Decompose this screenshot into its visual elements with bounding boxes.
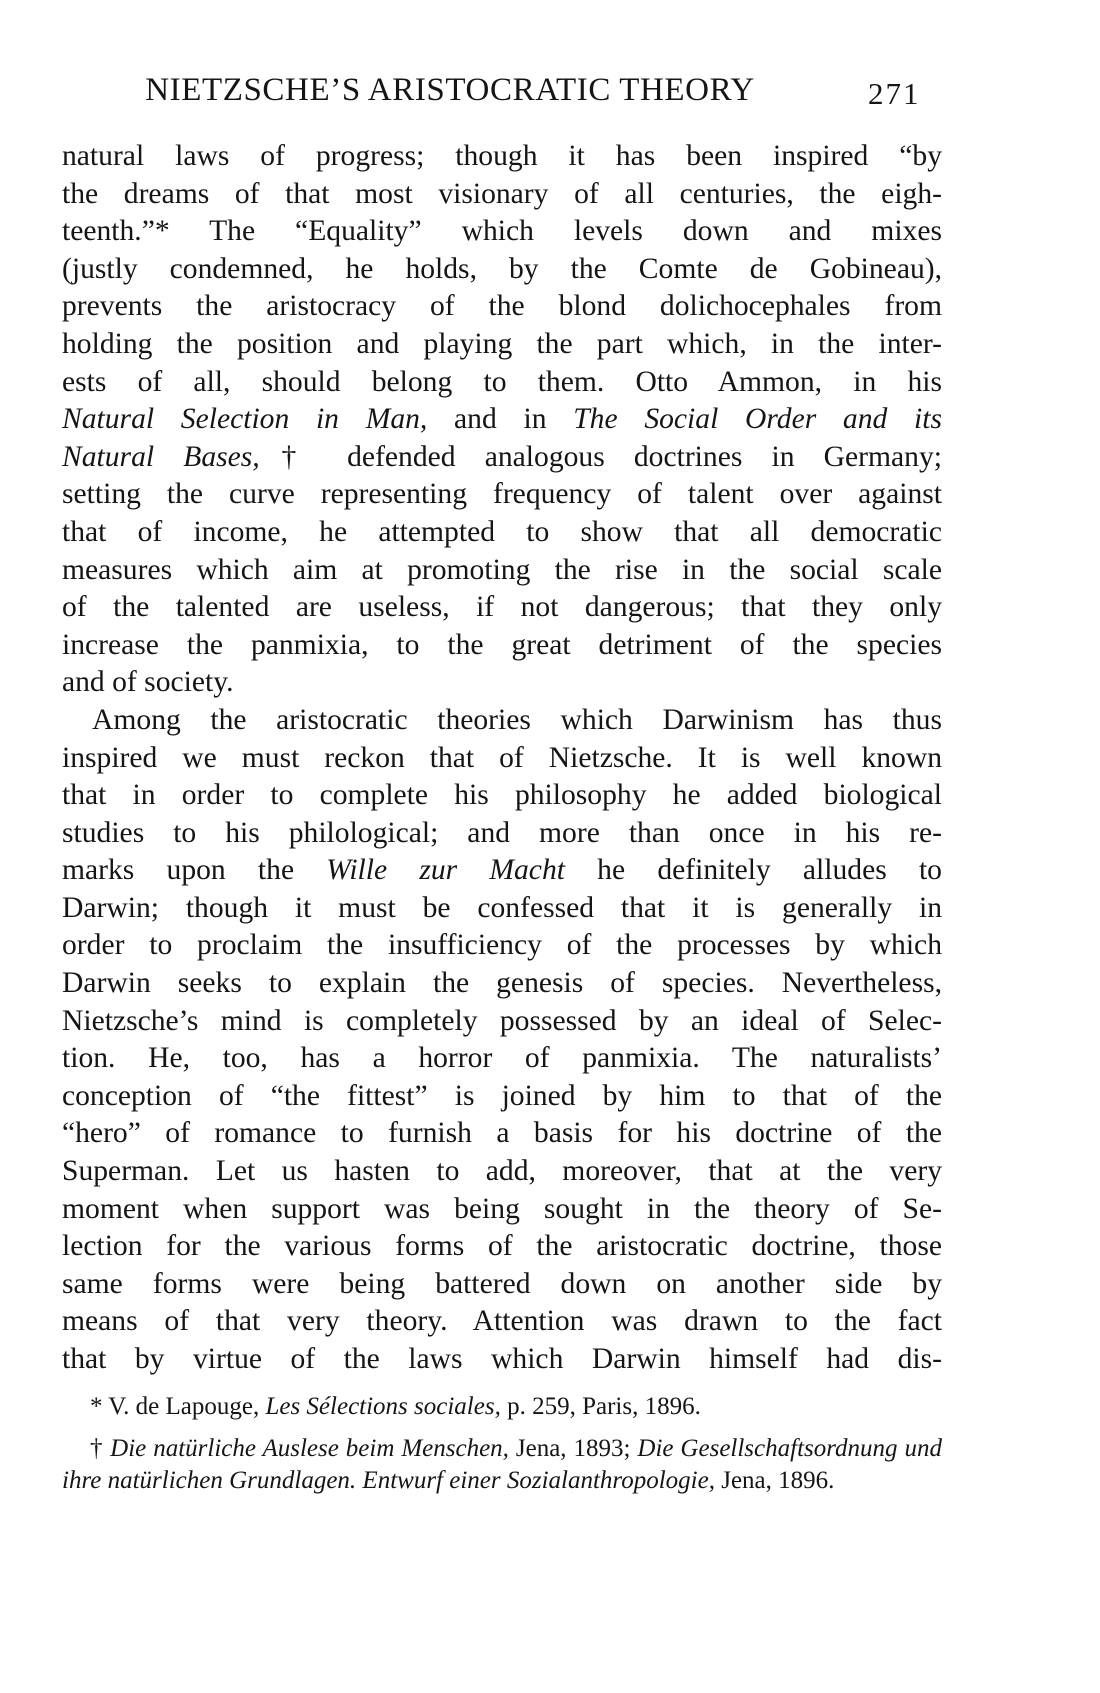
page-number: 271 bbox=[868, 76, 921, 111]
text-line: studies to his philological; and more than once in his re- bbox=[62, 816, 942, 849]
text-line: Darwin; though it must be confessed that it is generally in bbox=[62, 891, 942, 924]
text-line: that in order to complete his philosophy he added biological bbox=[62, 779, 942, 812]
footnote-2 bbox=[62, 1433, 942, 1497]
text-line: tion. He, too, has a horror of panmixia. The naturalists’ bbox=[62, 1042, 942, 1075]
text-line: natural laws of progress; though it has been inspired “by bbox=[62, 140, 942, 172]
text-line: order to proclaim the insufficiency of the processes by which bbox=[62, 929, 942, 962]
text-line: the dreams of that most visionary of all centuries, the eigh- bbox=[62, 177, 942, 210]
text-span: marks upon the bbox=[62, 854, 327, 887]
text-line bbox=[62, 439, 942, 477]
text-line: and of society. bbox=[62, 666, 234, 699]
text-line bbox=[62, 852, 942, 890]
text-line: prevents the aristocracy of the blond dolichocephales from bbox=[62, 290, 942, 323]
text-line: Darwin seeks to explain the genesis of species. Nevertheless, bbox=[62, 967, 942, 1000]
text-line: conception of “the fittest” is joined by him to that of the bbox=[62, 1079, 942, 1112]
text-span: p. 259, Paris, 1896. bbox=[500, 1393, 701, 1420]
book-title: Die natürliche Auslese beim Menschen, bbox=[110, 1435, 509, 1462]
text-line: holding the position and playing the part which, in the inter- bbox=[62, 327, 942, 360]
footnote-1 bbox=[62, 1391, 942, 1423]
text-line: setting the curve representing frequency of talent over against bbox=[62, 478, 942, 511]
running-title: NIETZSCHE’S ARISTOCRATIC THEORY bbox=[145, 72, 755, 108]
text-line: lection for the various forms of the aristocratic doctrine, those bbox=[62, 1230, 942, 1263]
paragraph-first-line: Among the aristocratic theories which Darwinism has thus bbox=[92, 703, 942, 736]
book-title: Wille zur Macht bbox=[326, 854, 565, 887]
text-line: Nietzsche’s mind is completely possessed by an ideal of Selec- bbox=[62, 1004, 942, 1037]
text-line: inspired we must reckon that of Nietzsche. It is well known bbox=[62, 741, 942, 774]
text-line: measures which aim at promoting the rise in the social scale bbox=[62, 553, 942, 586]
text-line: moment when support was being sought in the theory of Se- bbox=[62, 1192, 942, 1225]
text-line: “hero” of romance to furnish a basis for his doctrine of the bbox=[62, 1117, 942, 1150]
text-line: that of income, he attempted to show that all democratic bbox=[62, 515, 942, 548]
text-span: † defended analogous doctrines in Germany; bbox=[259, 440, 942, 473]
text-span: he definitely alludes to bbox=[564, 854, 942, 887]
page-header bbox=[0, 72, 1100, 112]
body-text bbox=[62, 138, 942, 1379]
footnotes bbox=[62, 1391, 942, 1497]
book-title: Les Sélections sociales, bbox=[265, 1393, 501, 1420]
text-span: * V. de Lapouge, bbox=[90, 1393, 266, 1420]
text-span: † bbox=[90, 1435, 111, 1462]
text-span: and in bbox=[427, 403, 574, 436]
text-line: Superman. Let us hasten to add, moreover, that at the very bbox=[62, 1155, 942, 1188]
text-line: increase the panmixia, to the great detriment of the species bbox=[62, 628, 942, 661]
book-title: Natural Bases, bbox=[62, 440, 260, 473]
book-title: Natural Selection in Man, bbox=[62, 403, 428, 436]
book-title: The Social Order and its bbox=[573, 403, 942, 436]
text-line: means of that very theory. Attention was drawn to the fact bbox=[62, 1305, 942, 1338]
book-title: Die Gesellschaftsordnung und ihre natürlichen Grundlagen. Entwurf einer Sozialanthropologie, bbox=[62, 1435, 942, 1494]
text-line: of the talented are useless, if not dangerous; that they only bbox=[62, 591, 942, 624]
text-line: same forms were being battered down on another side by bbox=[62, 1267, 942, 1300]
text-span: Jena, 1896. bbox=[714, 1467, 835, 1494]
text-span: Jena, 1893; bbox=[508, 1435, 638, 1462]
text-line: that by virtue of the laws which Darwin himself had dis- bbox=[62, 1343, 942, 1375]
text-line: teenth.”* The “Equality” which levels down and mixes bbox=[62, 215, 942, 248]
text-line: ests of all, should belong to them. Otto Ammon, in his bbox=[62, 365, 942, 398]
text-line: (justly condemned, he holds, by the Comte de Gobineau), bbox=[62, 252, 942, 285]
text-line bbox=[62, 401, 942, 439]
